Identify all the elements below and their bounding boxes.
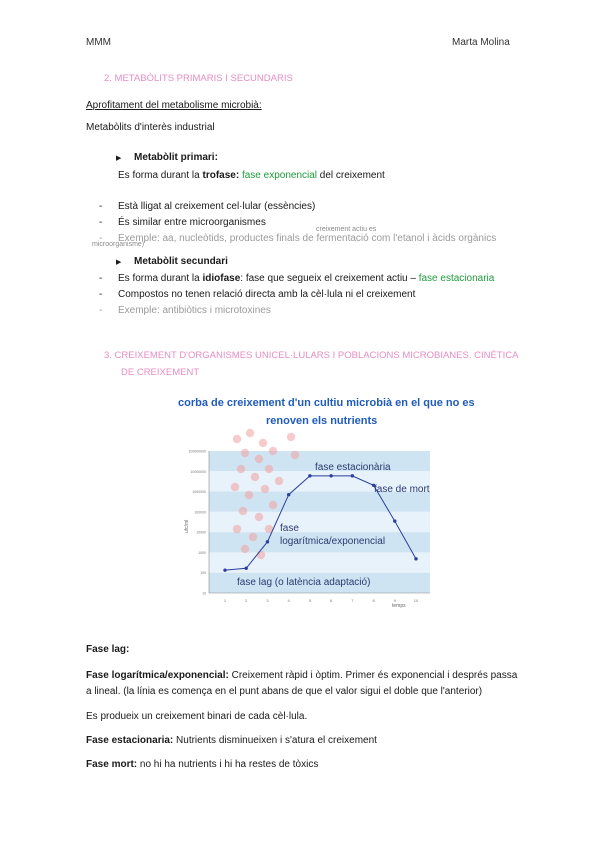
cell-blob (233, 435, 241, 443)
x-axis-label: temps (392, 603, 406, 609)
data-point (351, 474, 354, 477)
header-author-initials: MMM (86, 37, 111, 48)
cell-blob (255, 513, 263, 521)
cell-blob (261, 485, 269, 493)
y-tick-label: 10000 (196, 530, 206, 535)
data-point (287, 493, 290, 496)
cell-blob (255, 455, 263, 463)
y-tick-label: 1000 (198, 550, 206, 555)
x-tick-label: 2 (245, 598, 248, 603)
cell-blob (269, 501, 277, 509)
lag-phase-title: Fase lag: (86, 644, 130, 655)
section-3-heading-cont: DE CREIXEMENT (121, 367, 200, 378)
cell-blob (239, 507, 247, 515)
y-axis-ticks (188, 450, 206, 596)
data-point (393, 519, 396, 522)
secondary-metabolite-title: ▶ Metabòlit secundari (116, 256, 228, 267)
dash-bullet: - (99, 201, 103, 212)
x-tick-label: 7 (351, 598, 354, 603)
cell-blob (259, 439, 267, 447)
y-tick-label: 100000000 (188, 449, 206, 454)
y-tick-label: 100000 (194, 510, 206, 515)
primary-metabolite-definition: Es forma durant la trofase: fase exponencial del creixement (118, 170, 385, 181)
cell-blob (231, 483, 239, 491)
binary-growth-note: Es produeix un creixement binari de cada cèl·lula. (86, 711, 308, 722)
growth-curve-chart (175, 425, 445, 615)
header-author-name: Marta Molina (452, 37, 510, 48)
cell-blob (245, 491, 253, 499)
log-phase-paragraph-line-2: a lineal. (la línia es comença en el punt abans de que el valor sigui el doble que l'anterior) (86, 686, 483, 697)
dash-bullet: - (99, 289, 103, 300)
cell-blob (237, 465, 245, 473)
cell-blob (265, 465, 273, 473)
y-tick-label: 10000000 (190, 469, 206, 474)
secondary-bullet-1: Es forma durant la idiofase: fase que segueix el creixement actiu – fase estacionaria (118, 273, 495, 284)
data-point (223, 568, 226, 571)
overlapping-note-text: creixement actiu es (316, 226, 377, 233)
dash-bullet: - (99, 273, 103, 284)
primary-bullet-3: Exemple: aa, nucleòtids, productes finals de fermentació com l'etanol i àcids orgànics (118, 233, 497, 244)
data-point (308, 474, 311, 477)
x-tick-label: 1 (223, 598, 227, 603)
y-tick-label: 100 (200, 571, 206, 576)
figure-title-line-1: corba de creixement d'un cultiu microbià en el que no es (178, 397, 475, 409)
cell-blob (291, 451, 299, 459)
label-log-phase-1: fase (280, 523, 299, 534)
cell-blob (275, 477, 283, 485)
overlapping-note-text-2: microorganisme) (92, 241, 145, 248)
figure-title-line-2: renoven els nutrients (266, 415, 378, 427)
cell-blob (257, 551, 265, 559)
dash-bullet: - (99, 233, 103, 244)
cell-blob (249, 533, 257, 541)
data-point (414, 557, 417, 560)
stationary-phase-note: Fase estacionaria: Nutrients disminueixen i s'atura el creixement (86, 735, 377, 746)
intro-industrial-metabolites: Metabòlits d'interès industrial (86, 122, 215, 133)
cell-blob (251, 473, 259, 481)
label-log-phase-2: logarítmica/exponencial (280, 536, 386, 547)
x-tick-label: 10 (413, 598, 419, 603)
y-axis-label: ufc/ml (184, 519, 190, 533)
x-tick-label: 6 (329, 598, 333, 603)
label-lag-phase: fase lag (o latència adaptació) (237, 577, 371, 588)
x-tick-label: 5 (308, 598, 312, 603)
cell-blob (269, 447, 277, 455)
data-point (329, 474, 332, 477)
death-phase-note: Fase mort: no hi ha nutrients i hi ha restes de tòxics (86, 759, 319, 770)
y-tick-label: 1000000 (192, 490, 206, 495)
bullet-triangle-icon: ▶ (116, 259, 122, 266)
label-death-phase: fase de mort (374, 484, 430, 495)
x-tick-label: 4 (287, 598, 290, 603)
data-point (245, 567, 248, 570)
bullet-triangle-icon: ▶ (116, 155, 122, 162)
section-2-heading: 2. METABÒLITS PRIMARIS I SECUNDARIS (104, 73, 293, 84)
section-3-heading: 3. CREIXEMENT D'ORGANISMES UNICEL·LULARS I POBLACIONS MICROBIANES. CINÈTICA (104, 350, 519, 361)
x-axis-ticks (224, 598, 419, 603)
secondary-bullet-2: Compostos no tenen relació directa amb la cèl·lula ni el creixement (118, 289, 416, 300)
primary-metabolite-title: ▶ Metabòlit primari: (116, 152, 218, 163)
cell-blob (241, 449, 249, 457)
grid-band (209, 552, 430, 572)
primary-bullet-2: És similar entre microorganismes (118, 217, 266, 228)
log-phase-paragraph-line-1: Fase logarítmica/exponencial: Creixement ràpid i òptim. Primer és exponencial i després passa (86, 670, 518, 681)
data-point (266, 540, 269, 543)
y-tick-label: 10 (202, 591, 206, 596)
cell-blob (233, 525, 241, 533)
dash-bullet: - (99, 217, 103, 228)
dash-bullet: - (99, 305, 103, 316)
x-tick-label: 3 (266, 598, 269, 603)
x-tick-label: 9 (393, 598, 396, 603)
primary-bullet-1: Està lligat al creixement cel·lular (essències) (118, 201, 316, 212)
label-stationary-phase: fase estacionària (315, 462, 391, 473)
cell-blob (241, 545, 249, 553)
subheading-microbial-metabolism: Aprofitament del metabolisme microbià: (86, 100, 262, 111)
cell-blob (287, 433, 295, 441)
x-tick-label: 8 (372, 598, 375, 603)
secondary-bullet-3: Exemple: antibiòtics i microtoxines (118, 305, 271, 316)
cell-blob (246, 429, 254, 437)
